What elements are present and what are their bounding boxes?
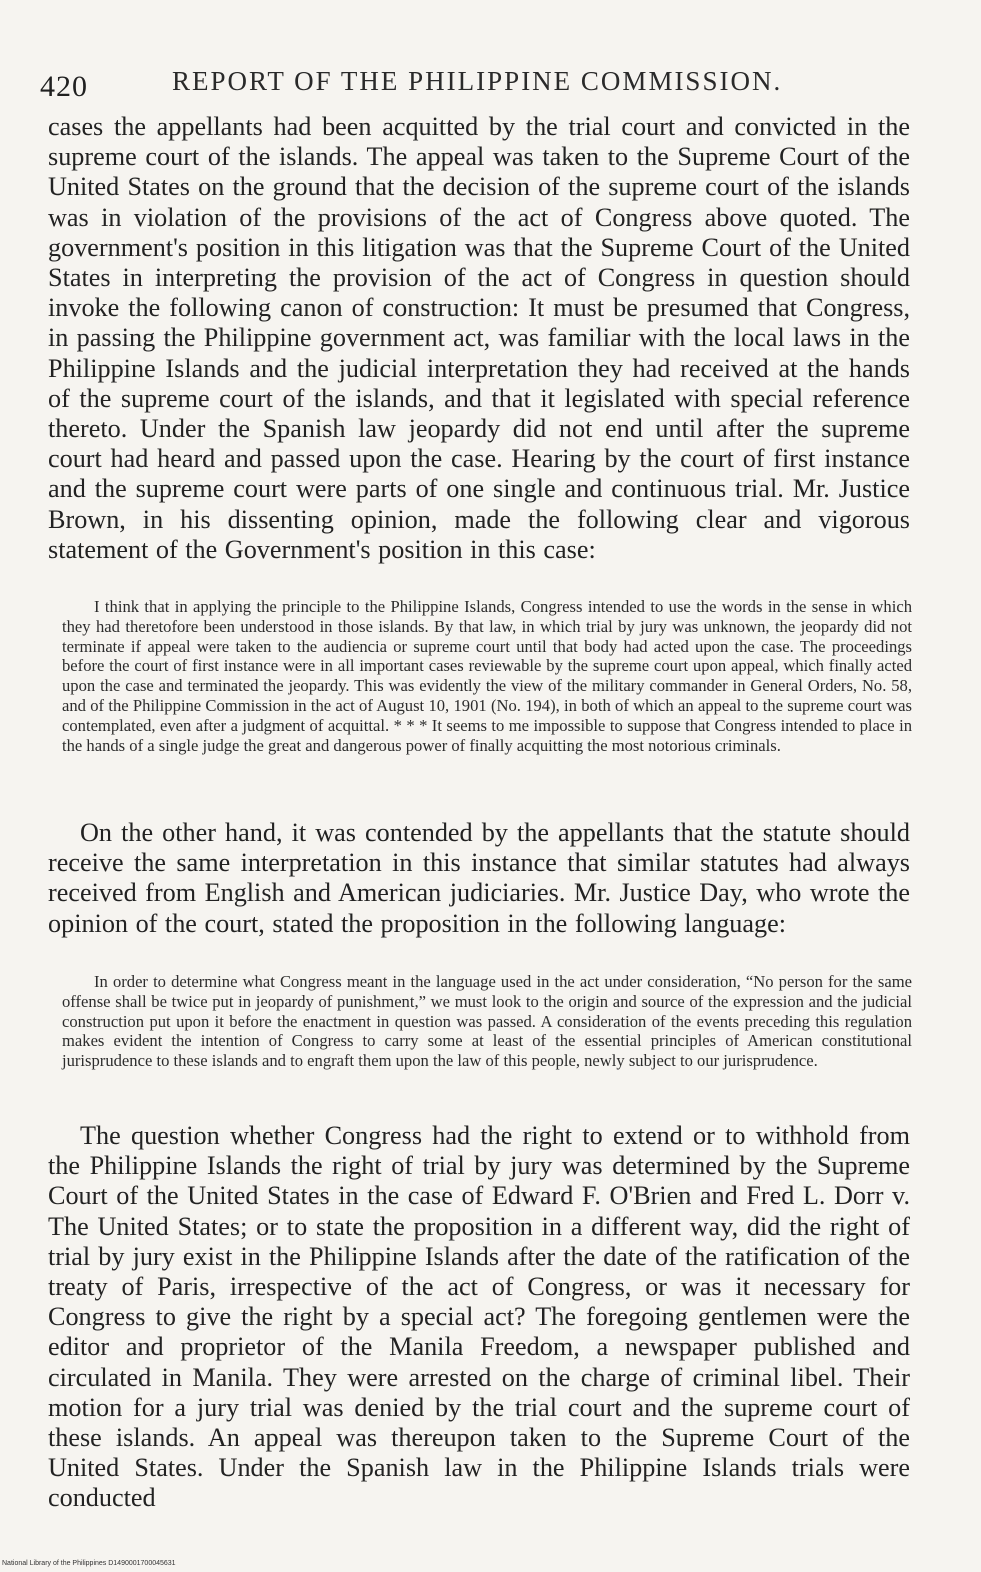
body-paragraph-3: The question whether Congress had the right to extend or to withhold from the Philippine Islands the right of trial by jury was determined by the Supreme Court of the United States in the case of Edward F. O'Brien and Fred L. Dorr v. The United States; or to state the proposition in a different way, did the right of trial by jury exist in the Philippine Islands after the date of the ratification of the treaty of Paris, irrespective of the act of Congress, or was it necessary for Congress to give the right by a special act? The foregoing gentlemen were the editor and proprietor of the Manila Freedom, a newspaper published and circulated in Manila. They were arrested on the charge of criminal libel. Their motion for a jury trial was denied by the trial court and the supreme court of these islands. An appeal was thereupon taken to the Supreme Court of the United States. Under the Spanish law in the Philippine Islands trials were conducted <box>48 1121 910 1513</box>
page-header <box>40 62 920 112</box>
quotation-brown-dissent: I think that in applying the principle to the Philippine Islands, Congress intended to use the words in the sense in which they had theretofore been understood in those islands. By that law, in which trial by jury was unknown, the jeopardy did not terminate if appeal were taken to the audiencia or supreme court until that body had acted upon the case. The proceedings before the court of first instance were in all important cases reviewable by the supreme court upon appeal, which finally acted upon the case and terminated the jeopardy. This was evidently the view of the military commander in General Orders, No. 58, and of the Philippine Commission in the act of August 10, 1901 (No. 194), in both of which an appeal to the supreme court was contemplated, even after a judgment of acquittal. * * * It seems to me impossible to suppose that Congress intended to place in the hands of a single judge the great and dangerous power of finally acquitting the most notorious criminals. <box>62 597 912 755</box>
scan-credit: National Library of the Philippines D1490001700045631 <box>2 1560 176 1567</box>
running-head: REPORT OF THE PHILIPPINE COMMISSION. <box>172 66 783 96</box>
body-paragraph-1: cases the appellants had been acquitted by the trial court and convicted in the supreme court of the islands. The appeal was taken to the Supreme Court of the United States on the ground that the decision of the supreme court of the islands was in violation of the provisions of the act of Congress above quoted. The government's position in this litigation was that the Supreme Court of the United States in interpreting the provision of the act of Congress in question should invoke the following canon of construction: It must be presumed that Congress, in passing the Philippine government act, was familiar with the local laws in the Philippine Islands and the judicial interpretation they had received at the hands of the supreme court of the islands, and that it legislated with special reference thereto. Under the Spanish law jeopardy did not end until after the supreme court had heard and passed upon the case. Hearing by the court of first instance and the supreme court were parts of one single and continuous trial. Mr. Justice Brown, in his dissenting opinion, made the following clear and vigorous statement of the Government's position in this case: <box>48 112 910 564</box>
page-number: 420 <box>40 70 88 103</box>
body-paragraph-2: On the other hand, it was contended by the appellants that the statute should receive the same interpretation in this instance that similar statutes had always received from English and American judiciaries. Mr. Justice Day, who wrote the opinion of the court, stated the proposition in the following language: <box>48 818 910 938</box>
quotation-day-opinion: In order to determine what Congress meant in the language used in the act under consideration, “No person for the same offense shall be twice put in jeopardy of punishment,” we must look to the origin and source of the expression and the judicial construction put upon it before the enactment in question was passed. A consideration of the events preceding this regulation makes evident the intention of Congress to carry some at least of the essential principles of American constitutional jurisprudence to these islands and to engraft them upon the law of this people, newly subject to our jurisprudence. <box>62 972 912 1071</box>
